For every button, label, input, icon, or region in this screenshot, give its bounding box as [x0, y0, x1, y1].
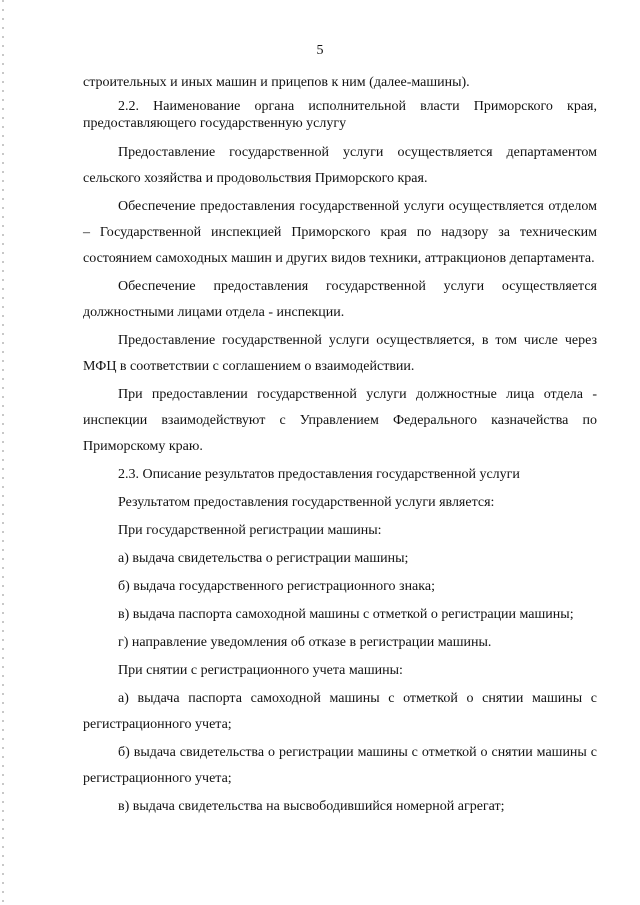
scan-edge-marks	[2, 0, 4, 905]
paragraph-mfc: Предоставление государственной услуги осуществляется, в том числе через МФЦ в соответствии с соглашением о взаимодействии.	[83, 333, 597, 374]
list-item-b-deregistration: б) выдача свидетельства о регистрации машины с отметкой о снятии машины с регистрационного учета;	[83, 745, 597, 786]
list-item-b-registration: б) выдача государственного регистрационного знака;	[118, 579, 435, 594]
list-item-g-registration: г) направление уведомления об отказе в регистрации машины.	[118, 635, 492, 650]
section-heading-2-3: 2.3. Описание результатов предоставления государственной услуги	[118, 467, 520, 482]
paragraph-officials: Обеспечение предоставления государственной услуги осуществляется должностными лицами отдела - инспекции.	[83, 279, 597, 320]
paragraph-treasury: При предоставлении государственной услуги должностные лица отдела - инспекции взаимодействуют с Управлением Федерального казначейства по Приморскому краю.	[83, 387, 597, 454]
page-number: 5	[316, 43, 324, 58]
paragraph-registration-intro: При государственной регистрации машины:	[118, 523, 382, 538]
section-heading-2-2: 2.2. Наименование органа исполнительной власти Приморского края, предоставляющего государственную услугу	[83, 99, 597, 131]
list-item-a-registration: а) выдача свидетельства о регистрации машины;	[118, 551, 409, 566]
list-item-v-deregistration: в) выдача свидетельства на высвободившийся номерной агрегат;	[118, 799, 505, 814]
document-body	[83, 70, 597, 822]
paragraph-deregistration-intro: При снятии с регистрационного учета машины:	[118, 663, 403, 678]
paragraph-result-intro: Результатом предоставления государственной услуги является:	[118, 495, 495, 510]
paragraph-service-provider: Предоставление государственной услуги осуществляется департаментом сельского хозяйства и продовольствия Приморского края.	[83, 145, 597, 186]
list-item-v-registration: в) выдача паспорта самоходной машины с отметкой о регистрации машины;	[118, 607, 574, 622]
paragraph-inspection-department: Обеспечение предоставления государственной услуги осуществляется отделом – Государственной инспекцией Приморского края по надзору за техническим состоянием самоходных машин и других видов техники, аттракционов департамента.	[83, 199, 597, 266]
list-item-a-deregistration: а) выдача паспорта самоходной машины с отметкой о снятии машины с регистрационного учета;	[83, 691, 597, 732]
paragraph-continuation: строительных и иных машин и прицепов к ним (далее-машины).	[83, 75, 470, 90]
